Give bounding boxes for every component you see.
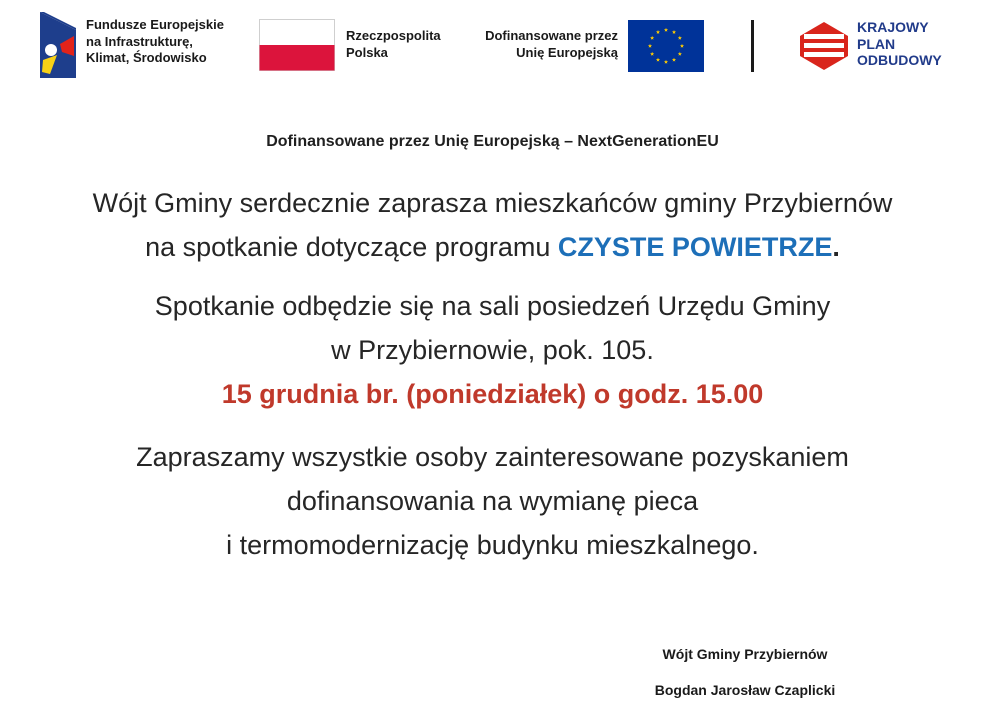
kpo-logo-icon [800,22,848,70]
kpo-text-line: ODBUDOWY [857,52,942,68]
kpo-text-line: PLAN [857,35,896,52]
invitation-block [0,181,985,269]
fundusze-europejskie-logo [40,12,76,78]
kpo-text [857,19,942,69]
meeting-date: 15 grudnia br. (poniedziałek) o godz. 15.00 [221,379,764,409]
signature-name: Bogdan Jarosław Czaplicki [654,682,836,698]
eu-text-line: Dofinansowane przez [485,28,618,43]
location-block [0,284,985,416]
fundusze-europejskie-text [86,17,224,67]
eu-text-line: Unię Europejską [516,44,618,60]
fe-text-line: Fundusze Europejskie [86,17,224,32]
pl-text-line: Polska [346,44,388,60]
pl-text-line: Rzeczpospolita [346,28,441,43]
signature-title: Wójt Gminy Przybiernów [662,646,828,662]
invitation-prefix: na spotkanie dotyczące programu [145,232,558,262]
program-name: CZYSTE POWIETRZE [557,232,833,262]
location-line: Spotkanie odbędzie się na sali posiedzeń Urzędu Gminy [154,291,831,321]
logo-bar [0,0,985,90]
invitation-line-program [0,225,985,269]
fe-text-line: Klimat, Środowisko [86,50,207,65]
closing-block [0,435,985,567]
closing-line: Zapraszamy wszystkie osoby zainteresowane pozyskaniem [136,442,849,472]
kpo-text-line: KRAJOWY [857,19,929,35]
closing-line: dofinansowania na wymianę pieca [286,486,699,516]
closing-line: i termomodernizację budynku mieszkalnego. [226,530,759,560]
rzeczpospolita-text [346,28,441,61]
logo-divider [751,20,754,72]
invitation-suffix: . [832,232,840,262]
location-line: w Przybiernowie, pok. 105. [331,335,654,365]
eu-flag-icon [628,20,704,72]
invitation-line: Wójt Gminy serdecznie zaprasza mieszkańców gminy Przybiernów [92,188,893,218]
fe-text-line: na Infrastrukturę, [86,33,193,49]
funding-subheader: Dofinansowane przez Unię Europejską – NextGenerationEU [266,133,719,150]
eu-cofinanced-text [460,28,618,61]
polish-flag-icon [259,19,335,71]
